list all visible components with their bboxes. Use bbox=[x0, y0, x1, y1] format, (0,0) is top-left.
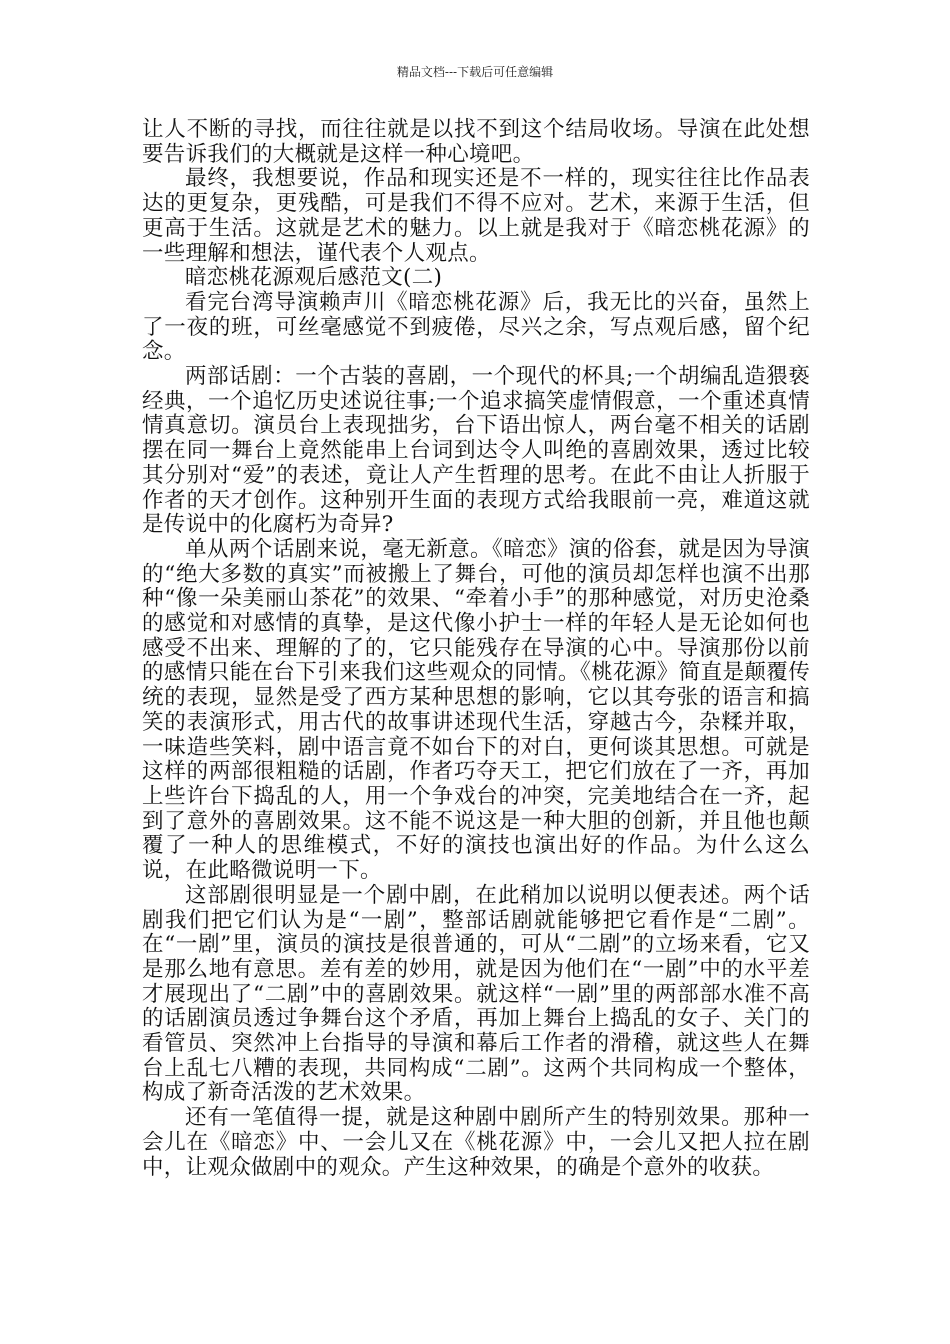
paragraph: 两部话剧：一个古装的喜剧，一个现代的杯具;一个胡编乱造猥亵经典，一个追忆历史述说往事;一个追求搞笑虚情假意，一个重述真情情真意切。演员台上表现拙劣，台下语出惊人，两台毫不相关的话剧摆在同一舞台上竟然能串上台词到达令人叫绝的喜剧效果，透过比较其分别对“爱”的表述，竟让人产生哲理的思考。在此不由让人折服于作者的天才创作。这种别开生面的表现方式给我眼前一亮，难道这就是传说中的化腐朽为奇异? bbox=[142, 364, 810, 538]
page-header: 精品文档---下载后可任意编辑 bbox=[396, 65, 554, 79]
paragraph: 还有一笔值得一提，就是这种剧中剧所产生的特别效果。那种一会儿在《暗恋》中、一会儿又在《桃花源》中，一会儿又把人拉在剧中，让观众做剧中的观众。产生这种效果，的确是个意外的收获。 bbox=[142, 1105, 810, 1180]
section-title: 暗恋桃花源观后感范文(二) bbox=[185, 265, 443, 291]
paragraph: 让人不断的寻找，而往往就是以找不到这个结局收场。导演在此处想要告诉我们的大概就是这样一种心境吧。 bbox=[142, 117, 810, 167]
paragraph: 单从两个话剧来说，毫无新意。《暗恋》演的俗套，就是因为导演的“绝大多数的真实”而被搬上了舞台，可他的演员却怎样也演不出那种“像一朵美丽山茶花”的效果、“牵着小手”的那种感觉，对历史沧桑的感觉和对感情的真挚，是这代像小护士一样的年轻人是无论如何也感受不出来、理解的了的，它只能残存在导演的心中。导演那份以前的感情只能在台下引来我们这些观众的同情。《桃花源》简直是颠覆传统的表现，显然是受了西方某种思想的影响，它以其夸张的语言和搞笑的表演形式，用古代的故事讲述现代生活，穿越古今，杂糅并取，一味造些笑料，剧中语言竟不如台下的对白，更何谈其思想。可就是这样的两部很粗糙的话剧，作者巧夺天工，把它们放在了一齐，再加上些许台下捣乱的人，用一个争戏台的冲突，完美地结合在一齐，起到了意外的喜剧效果。这不能不说这是一种大胆的创新，并且他也颠覆了一种人的思维模式，不好的演技也演出好的作品。为什么这么说，在此略微说明一下。 bbox=[142, 536, 810, 884]
paragraph: 看完台湾导演赖声川《暗恋桃花源》后，我无比的兴奋，虽然上了一夜的班，可丝毫感觉不到疲倦，尽兴之余，写点观后感，留个纪念。 bbox=[142, 289, 810, 365]
paragraph: 这部剧很明显是一个剧中剧，在此稍加以说明以便表述。两个话剧我们把它们认为是“一剧”，整部话剧就能够把它看作是“二剧”。在“一剧”里，演员的演技是很普通的，可从“二剧”的立场来看，它又是那么地有意思。差有差的妙用，就是因为他们在“一剧”中的水平差才展现出了“二剧”中的喜剧效果。就这样“一剧”里的两部部水准不高的话剧演员透过争舞台这个矛盾，再加上舞台上捣乱的女子、关门的看管员、突然冲上台指导的导演和幕后工作者的滑稽，就这些人在舞台上乱七八糟的表现，共同构成“二剧”。这两个共同构成一个整体，构成了新奇活泼的艺术效果。 bbox=[142, 882, 810, 1106]
paragraph: 最终，我想要说，作品和现实还是不一样的，现实往往比作品表达的更复杂，更残酷，可是我们不得不应对。艺术，来源于生活，但更高于生活。这就是艺术的魅力。以上就是我对于《暗恋桃花源》的一些理解和想法，谨代表个人观点。 bbox=[142, 166, 810, 266]
document-body bbox=[142, 118, 810, 1180]
